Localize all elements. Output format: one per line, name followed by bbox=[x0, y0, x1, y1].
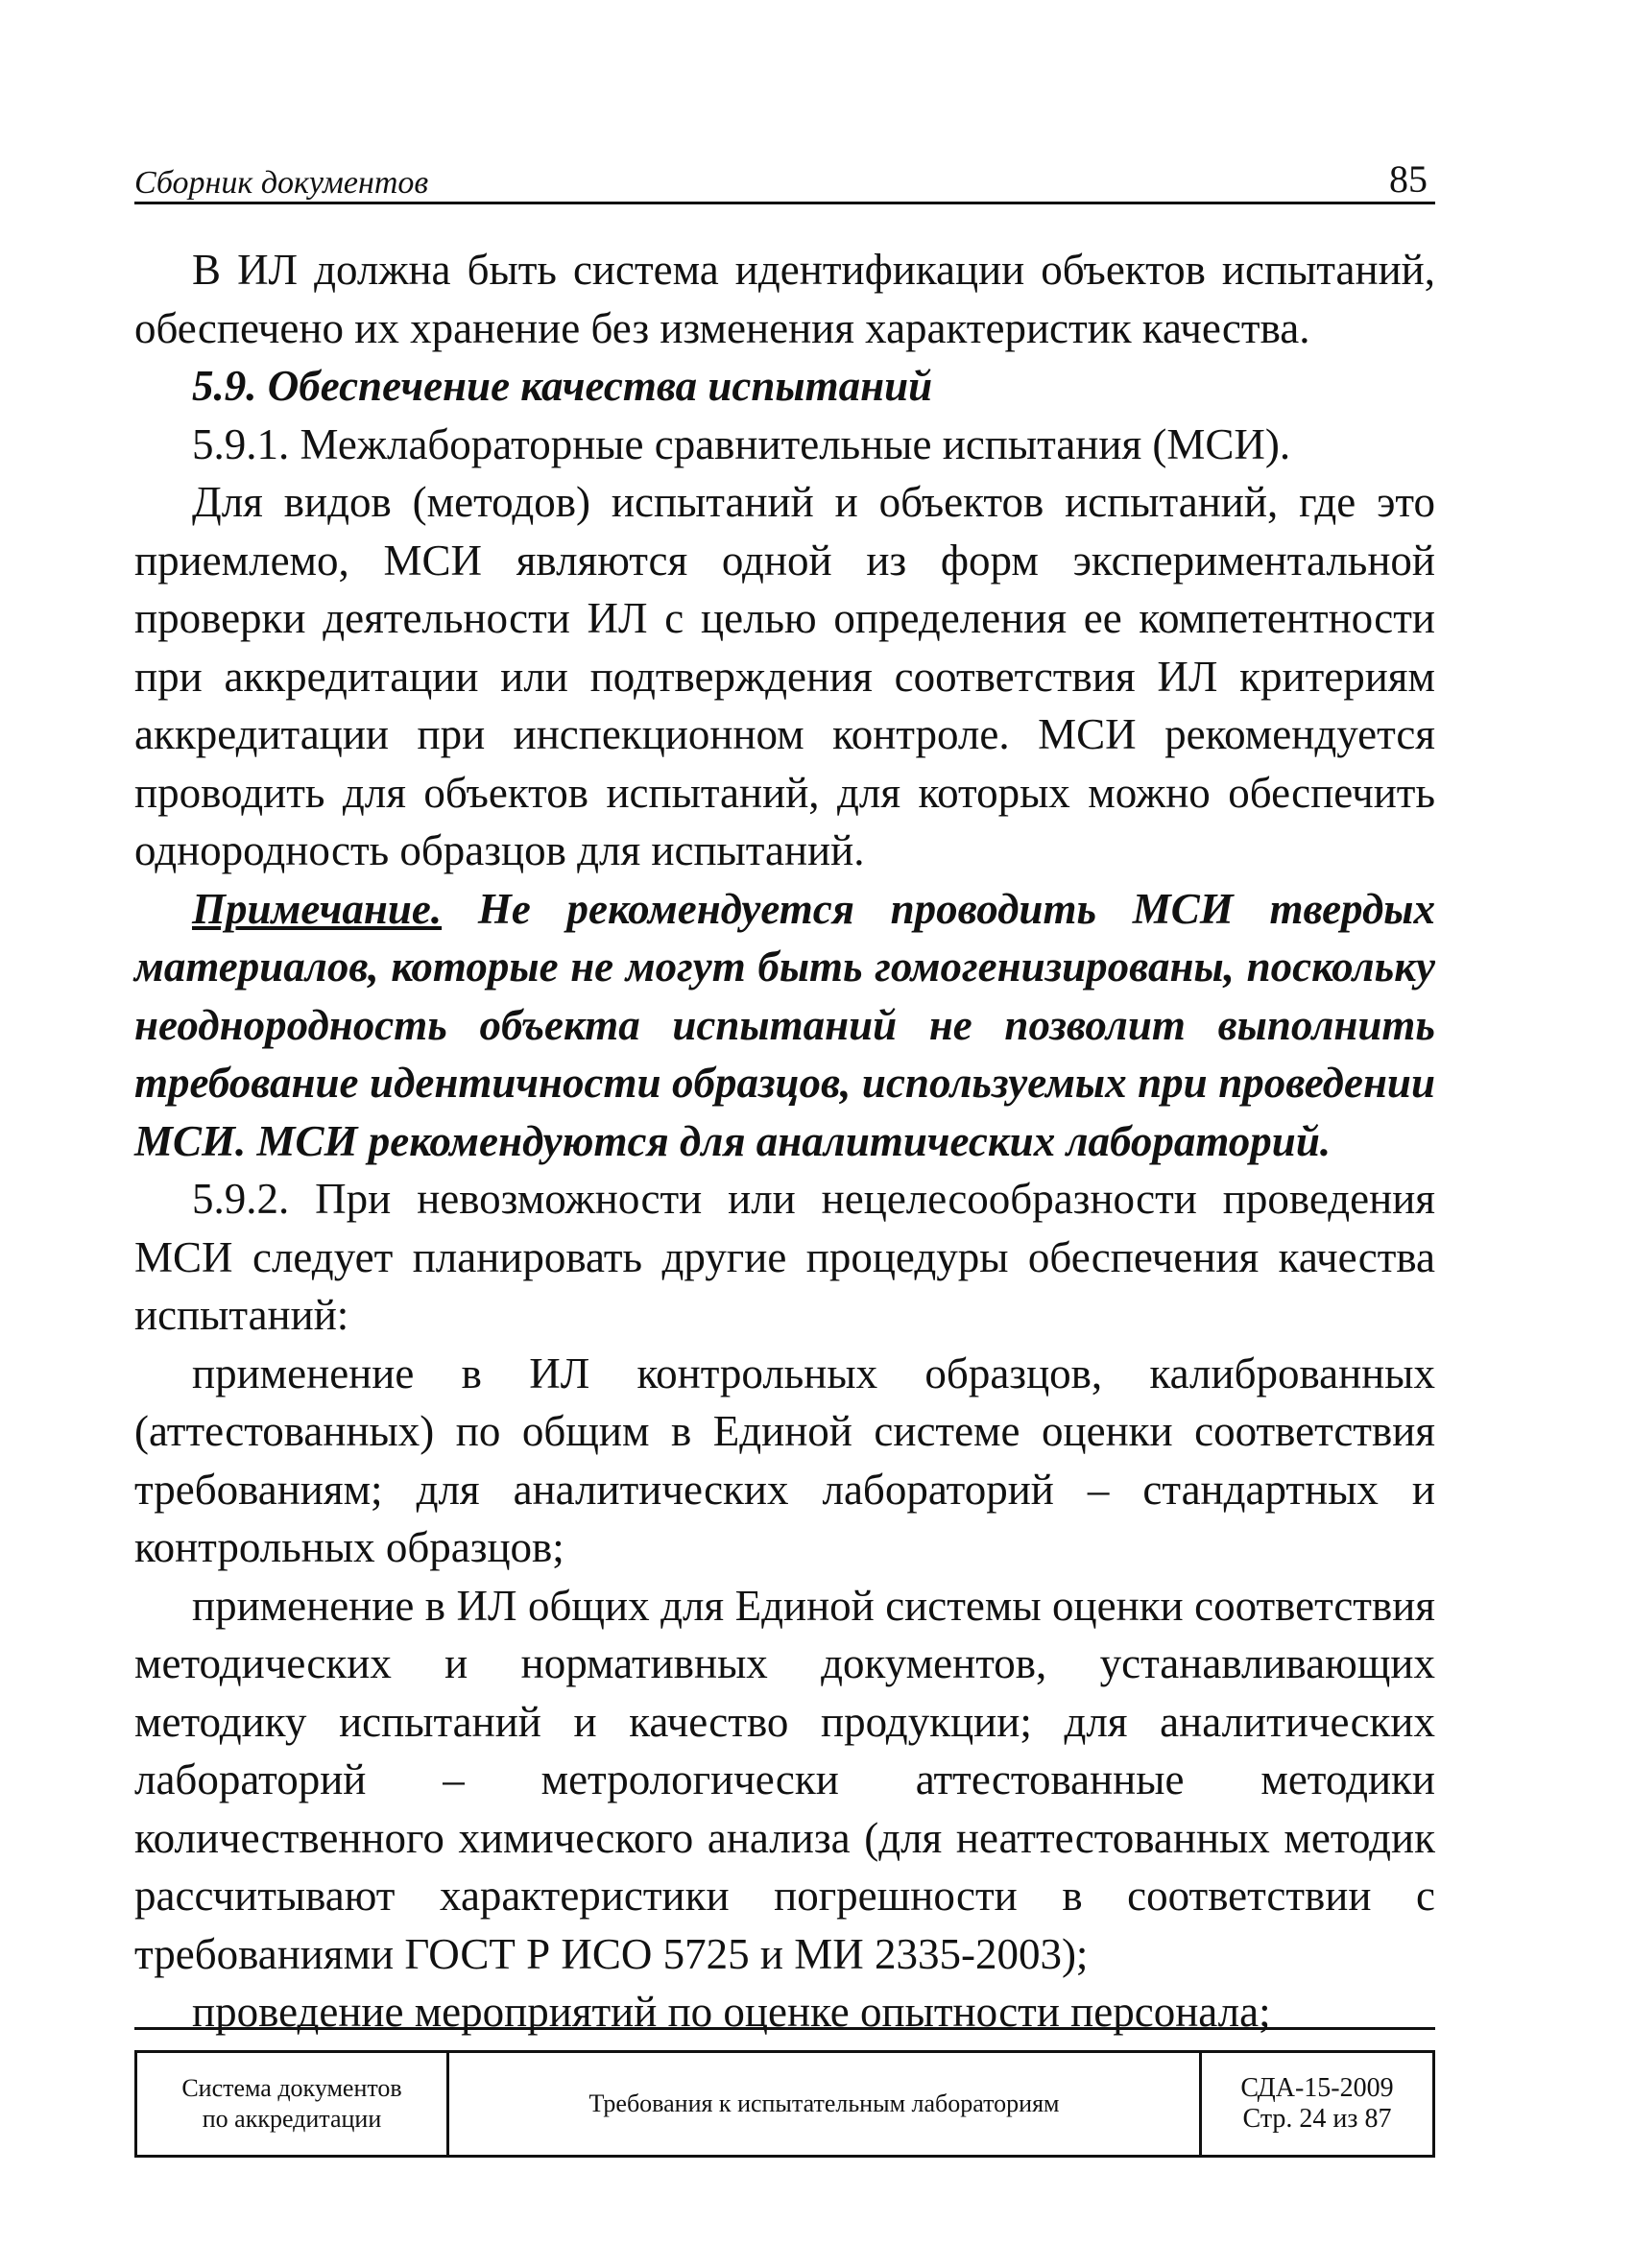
note-paragraph bbox=[134, 880, 1435, 1171]
running-header bbox=[134, 144, 1435, 204]
note-text: Не рекомендуется проводить МСИ твердых материалов, которые не могут быть гомогенизированы, поскольку неоднородность объекта испытаний не позволит выполнить требование идентичности образцов, используемых при проведении МСИ. МСИ рекомендуются для аналитических лабораторий. bbox=[134, 884, 1435, 1165]
footer-document-code: СДА-15-2009 bbox=[1240, 2073, 1394, 2103]
paragraph-alternatives: 5.9.2. При невозможности или нецелесообразности проведения МСИ следует планировать другие процедуры обеспечения качества испытаний: bbox=[134, 1175, 1435, 1339]
section-heading: 5.9. Обеспечение качества испытаний bbox=[192, 362, 933, 410]
footer-title-cell bbox=[449, 2053, 1202, 2155]
paragraph-personnel: проведение мероприятий по оценке опытности персонала; bbox=[192, 1988, 1271, 2036]
footer-system-line1: Система документов bbox=[181, 2074, 402, 2102]
paragraph-msi-title: 5.9.1. Межлабораторные сравнительные испытания (МСИ). bbox=[192, 419, 1291, 468]
paragraph-methods: применение в ИЛ общих для Единой системы оценки соответствия методических и нормативных документов, устанавливающих методику испытаний и качество продукции; для аналитических лабораторий – метрологически аттестованные методики количественного химического анализа (для неаттестованных методик рассчитывают характеристики погрешности в соответствии с требованиями ГОСТ Р ИСО 5725 и МИ 2335-2003); bbox=[134, 1581, 1435, 1978]
footer-page-info: Стр. 24 из 87 bbox=[1242, 2104, 1392, 2134]
footer-table bbox=[134, 2050, 1435, 2158]
paragraph-identification: В ИЛ должна быть система идентификации объектов испытаний, обеспечено их хранение без изменения характеристик качества. bbox=[134, 246, 1435, 352]
note-label: Примечание. bbox=[192, 884, 443, 933]
footer-system-line2: по аккредитации bbox=[202, 2105, 382, 2133]
document-body bbox=[134, 241, 1435, 2041]
footer-code-cell bbox=[1202, 2053, 1432, 2155]
collection-title: Сборник документов bbox=[134, 165, 429, 201]
page-number: 85 bbox=[1389, 157, 1428, 201]
footer-system-cell bbox=[137, 2053, 449, 2155]
footer-document-title: Требования к испытательным лабораториям bbox=[588, 2089, 1060, 2117]
document-page bbox=[134, 144, 1435, 2041]
paragraph-control-samples: применение в ИЛ контрольных образцов, калиброванных (аттестованных) по общим в Единой системе оценки соответствия требованиям; для аналитических лабораторий – стандартных и контрольных образцов; bbox=[134, 1349, 1435, 1571]
paragraph-msi-description: Для видов (методов) испытаний и объектов испытаний, где это приемлемо, МСИ являются одной из форм экспериментальной проверки деятельности ИЛ с целью определения ее компетентности при аккредитации или подтверждения соответствия ИЛ критериям аккредитации при инспекционном контроле. МСИ рекомендуется проводить для объектов испытаний, для которых можно обеспечить однородность образцов для испытаний. bbox=[134, 478, 1435, 874]
footer-divider bbox=[134, 2027, 1435, 2030]
